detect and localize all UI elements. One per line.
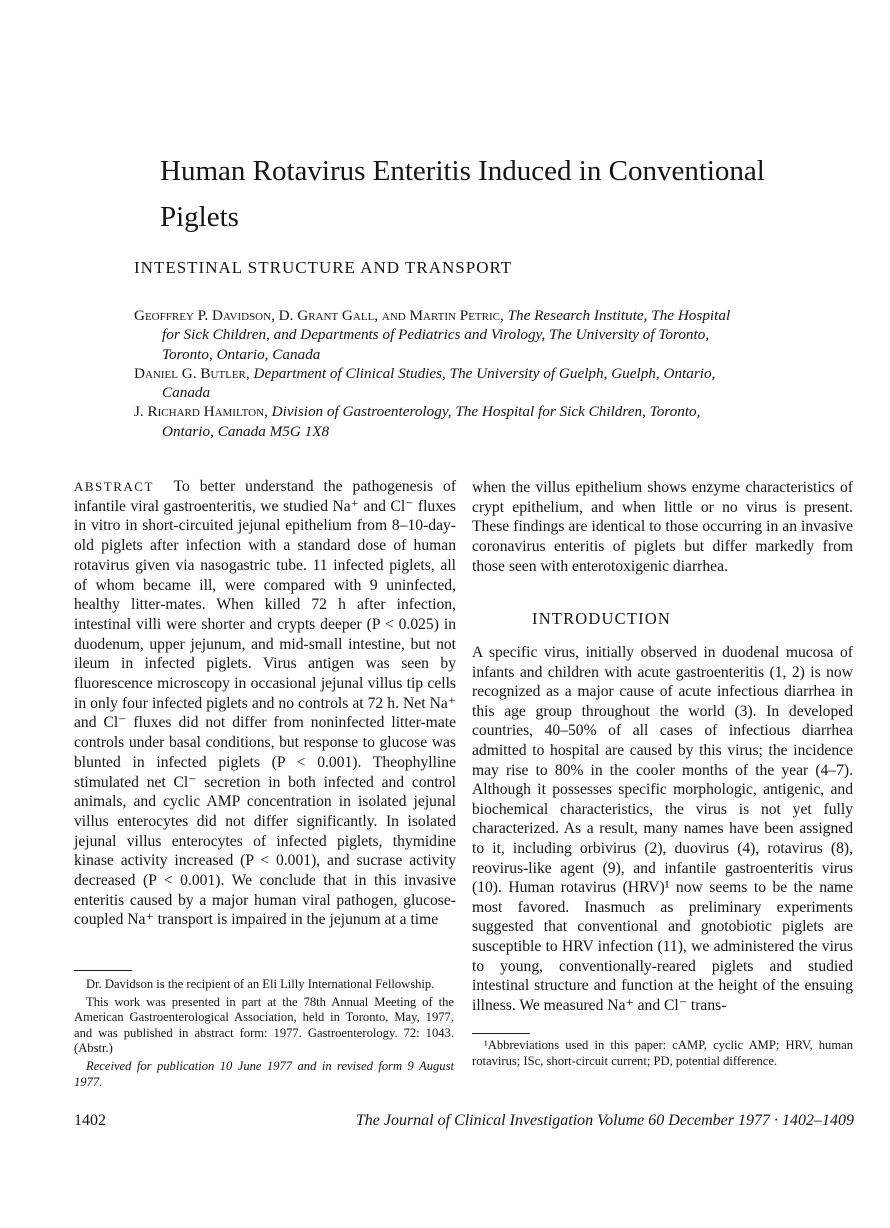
footnote-abbreviations-text: ¹Abbreviations used in this paper: cAMP, cyclic AMP; HRV, human rotavirus; ISc, short-circuit current; PD, potential difference. bbox=[472, 1038, 853, 1068]
footnotes-left bbox=[74, 977, 454, 1092]
author-affiliation: The Research Institute, The Hospital for Sick Children, and Departments of Pediatrics and Virology, The University of Toronto, Toronto, Ontario, Canada bbox=[162, 307, 731, 363]
author-affiliation: Department of Clinical Studies, The University of Guelph, Guelph, Ontario, Canada bbox=[162, 364, 716, 402]
author-affiliation: Division of Gastroenterology, The Hospital for Sick Children, Toronto, Ontario, Canada M5G 1X8 bbox=[162, 403, 701, 440]
author-entry bbox=[134, 364, 734, 403]
footnote-divider-right bbox=[472, 1033, 530, 1034]
introduction-text: A specific virus, initially observed in duodenal mucosa of infants and children with acute gastroenteritis (1, 2) is now recognized as a major cause of acute infectious diarrhea in this age group throughout the world (3). In developed countries, 40–50% of all cases of infectious diarrhea admitted to hospital are caused by this virus; the incidence may rise to 80% in the cooler months of the year (4–7). Although it possesses specific morphologic, antigenic, and biochemical characteristics, the virus is not yet fully characterized. As a result, many names have been assigned to it, including orbivirus (2), duovirus (4), rotavirus (8), reovirus-like agent (9), and infantile gastroenteritis virus (10). Human rotavirus (HRV)¹ now seems to be the name most favored. Inasmuch as preliminary experiments suggested that conventional and gnotobiotic piglets are susceptible to HRV infection (11), we administered the virus to young, conventionally-reared piglets and studied intestinal structure and function at the height of the ensuing illness. We measured Na⁺ and Cl⁻ trans- bbox=[472, 644, 853, 1014]
footnote-presented: This work was presented in part at the 78th Annual Meeting of the American Gastroenterological Association, held in Toronto, May, 1977, and was published in abstract form: 1977. Gastroenterology. 72: 1043. (Abstr.) bbox=[74, 994, 454, 1056]
author-block bbox=[134, 306, 734, 441]
abstract-column bbox=[74, 477, 456, 930]
footnote-divider bbox=[74, 970, 132, 971]
author-names: Daniel G. Butler, bbox=[134, 364, 250, 382]
abstract-continued bbox=[472, 478, 853, 577]
paper-subtitle: INTESTINAL STRUCTURE AND TRANSPORT bbox=[134, 258, 513, 277]
paper-title: Human Rotavirus Enteritis Induced in Conventional Piglets bbox=[160, 155, 765, 233]
footnote-abbreviations bbox=[472, 1038, 853, 1069]
abstract-continued-text: when the villus epithelium shows enzyme characteristics of crypt epithelium, and when little or no virus is present. These findings are identical to those occurring in an invasive coronavirus enteritis of piglets but differ markedly from those seen with enterotoxigenic diarrhea. bbox=[472, 479, 853, 575]
author-names: Geoffrey P. Davidson, D. Grant Gall, and Martin Petric, bbox=[134, 307, 504, 324]
abstract-label: ABSTRACT bbox=[74, 479, 154, 494]
introduction-heading: INTRODUCTION bbox=[532, 609, 672, 628]
abstract-paragraph bbox=[74, 477, 456, 930]
abstract-text: To better understand the pathogenesis of infantile viral gastroenteritis, we studied Na⁺ and Cl⁻ fluxes in vitro in short-circuited jejunal epithelium from 8–10-day-old piglets after infection with a standard dose of human rotavirus given via nasogastric tube. 11 infected piglets, all of whom became ill, were compared with 9 uninfected, healthy litter-mates. When killed 72 h after infection, intestinal villi were shorter and crypts deeper (P < 0.025) in duodenum, upper jejunum, and mid-small intestine, but not ileum in infected piglets. Virus antigen was seen by fluorescence microscopy in occasional jejunal villus tip cells in only four infected piglets and no controls at 72 h. Net Na⁺ and Cl⁻ fluxes did not differ from noninfected litter-mate controls under basal conditions, but response to glucose was blunted in infected piglets (P < 0.001). Theophylline stimulated net Cl⁻ secretion in both infected and control animals, and cyclic AMP concentration in isolated jejunal villus enterocytes did not differ significantly. In isolated jejunal villus enterocytes of infected piglets, thymidine kinase activity increased (P < 0.001), and sucrase activity decreased (P < 0.001). We conclude that in this invasive enteritis caused by a major human viral pathogen, glucose-coupled Na⁺ transport is impaired in the jejunum at a time bbox=[74, 478, 457, 929]
footnote-received: Received for publication 10 June 1977 and in revised form 9 August 1977. bbox=[74, 1058, 454, 1089]
author-entry bbox=[134, 402, 734, 441]
introduction-body bbox=[472, 643, 853, 1015]
footnote-fellowship: Dr. Davidson is the recipient of an Eli Lilly International Fellowship. bbox=[86, 977, 435, 991]
page-number: 1402 bbox=[74, 1112, 106, 1129]
author-names: J. Richard Hamilton, bbox=[134, 403, 268, 421]
author-entry bbox=[134, 306, 734, 364]
journal-citation: The Journal of Clinical Investigation Volume 60 December 1977 · 1402–1409 bbox=[355, 1112, 854, 1129]
